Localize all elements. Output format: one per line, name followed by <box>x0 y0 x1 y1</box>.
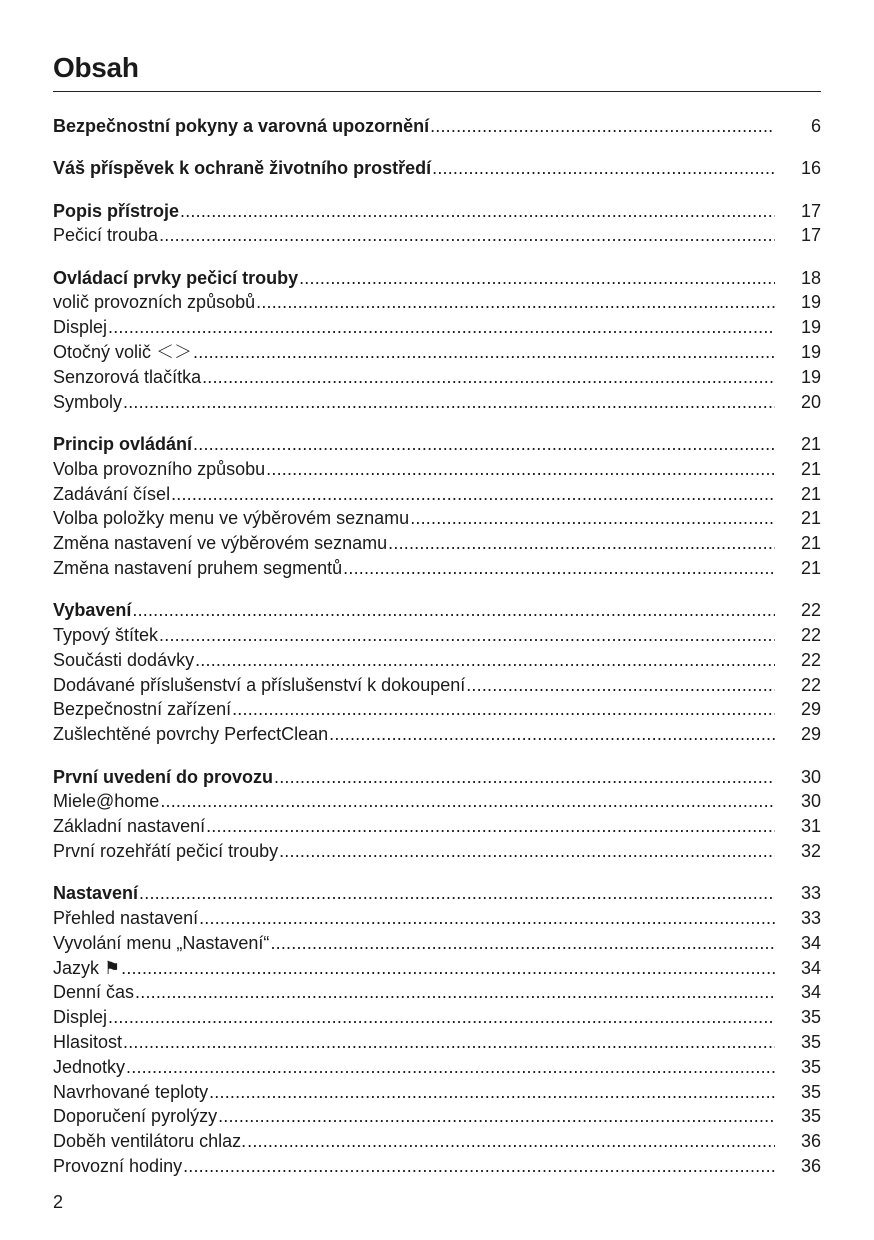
toc-entry-label: Vybavení <box>53 600 132 621</box>
toc-page-number: 21 <box>800 557 821 578</box>
toc-entry-label: Senzorová tlačítka <box>53 366 202 387</box>
toc-entry[interactable] <box>53 290 821 315</box>
dot-leader <box>466 673 775 698</box>
toc-section <box>53 598 821 747</box>
page-title: Obsah <box>53 52 139 83</box>
toc-page-number: 19 <box>800 292 821 313</box>
dot-leader <box>430 114 775 139</box>
dot-leader <box>247 1129 775 1154</box>
toc-entry[interactable] <box>53 1055 821 1080</box>
dot-leader <box>218 1104 775 1129</box>
toc-page-number: 36 <box>800 1131 821 1152</box>
toc-page-number: 34 <box>800 957 821 978</box>
toc-entry-label: Volba položky menu ve výběrovém seznamu <box>53 508 410 529</box>
toc-entry-label: Bezpečnostní zařízení <box>53 699 232 720</box>
toc-entry[interactable] <box>53 931 821 956</box>
toc-chapter-entry[interactable] <box>53 881 821 906</box>
dot-leader <box>126 1055 775 1080</box>
toc-entry[interactable] <box>53 906 821 931</box>
dot-leader <box>193 340 775 365</box>
toc-page-number: 20 <box>800 391 821 412</box>
dot-leader <box>121 956 775 981</box>
toc-section <box>53 432 821 581</box>
toc-page-number: 35 <box>800 1056 821 1077</box>
toc-section <box>53 114 821 139</box>
toc-page-number: 21 <box>800 458 821 479</box>
document-page <box>53 0 821 1240</box>
dot-leader <box>299 266 775 291</box>
toc-page-number: 21 <box>800 483 821 504</box>
dot-leader <box>183 1154 775 1179</box>
toc-page-number: 21 <box>800 508 821 529</box>
dot-leader <box>266 457 775 482</box>
toc-entry[interactable] <box>53 956 821 981</box>
toc-page-number: 35 <box>800 1032 821 1052</box>
dot-leader <box>135 980 775 1005</box>
toc-page-number: 19 <box>800 317 821 338</box>
toc-entry-label: Vyvolání menu „Nastavení“ <box>53 932 270 953</box>
toc-page-number: 6 <box>810 116 821 136</box>
toc-entry-label: Změna nastavení ve výběrovém seznamu <box>53 533 388 554</box>
toc-section <box>53 156 821 181</box>
toc-chapter-entry[interactable] <box>53 199 821 224</box>
toc-entry-label: Displej <box>53 317 108 338</box>
toc-entry-label: Dodávané příslušenství a příslušenství k dokoupení <box>53 674 466 695</box>
toc-section <box>53 765 821 864</box>
toc-entry-label: volič provozních způsobů <box>53 292 256 313</box>
dot-leader <box>279 839 775 864</box>
toc-entry-label: Denní čas <box>53 982 135 1003</box>
toc-entry-label: Váš příspěvek k ochraně životního prostředí <box>53 158 432 179</box>
toc-entry-label: Přehled nastavení <box>53 908 199 929</box>
toc-entry-label: Displej <box>53 1007 108 1028</box>
toc-entry[interactable] <box>53 556 821 581</box>
toc-entry[interactable] <box>53 1154 821 1179</box>
toc-entry-label: Otočný volič <box>53 342 152 363</box>
dot-leader <box>193 432 775 457</box>
toc-page-number: 36 <box>800 1155 821 1176</box>
toc-entry[interactable] <box>53 697 821 722</box>
dot-leader <box>139 881 775 906</box>
toc-entry[interactable] <box>53 482 821 507</box>
toc-entry[interactable] <box>53 722 821 747</box>
toc-entry-label: Zadávání čísel <box>53 483 171 504</box>
toc-page-number: 22 <box>800 649 821 670</box>
toc-page-number: 18 <box>800 267 821 288</box>
page-number: 2 <box>53 1192 64 1212</box>
toc-entry[interactable] <box>53 623 821 648</box>
toc-entry[interactable] <box>53 340 821 365</box>
dot-leader <box>159 623 775 648</box>
dot-leader <box>132 598 775 623</box>
toc-entry-label: Princip ovládání <box>53 433 193 454</box>
toc-entry[interactable] <box>53 531 821 556</box>
dot-leader <box>329 722 775 747</box>
toc-entry-label: Typový štítek <box>53 625 159 646</box>
toc-entry-label: Doběh ventilátoru chlaz. <box>53 1131 247 1152</box>
toc-entry[interactable] <box>53 315 821 340</box>
dot-leader <box>206 814 775 839</box>
arrows-left-right-icon: ＜＞ <box>156 342 193 363</box>
toc-entry[interactable] <box>53 1104 821 1129</box>
dot-leader <box>108 1005 775 1030</box>
toc-page-number: 35 <box>800 1081 821 1102</box>
toc-section <box>53 266 821 415</box>
toc-page-number: 33 <box>800 908 821 929</box>
toc-page-number: 22 <box>800 674 821 695</box>
toc-entry[interactable] <box>53 673 821 698</box>
toc-entry[interactable] <box>53 789 821 814</box>
toc-entry[interactable] <box>53 980 821 1005</box>
toc-entry-label: Nastavení <box>53 883 139 904</box>
toc-page-number: 34 <box>800 982 821 1003</box>
dot-leader <box>171 482 775 507</box>
toc-entry-label: Volba provozního způsobu <box>53 458 266 479</box>
toc-entry-label: Ovládací prvky pečicí trouby <box>53 267 299 288</box>
toc-entry-label: Pečicí trouba <box>53 225 159 246</box>
toc-entry-label: Zušlechtěné povrchy PerfectClean <box>53 724 329 745</box>
table-of-contents <box>53 114 821 1196</box>
dot-leader <box>432 156 775 181</box>
toc-entry-label: Popis přístroje <box>53 200 180 221</box>
dot-leader <box>256 290 775 315</box>
toc-entry-label: Symboly <box>53 391 123 412</box>
toc-page-number: 30 <box>800 766 821 787</box>
dot-leader <box>159 223 775 248</box>
flag-icon: ⚑ <box>104 957 121 978</box>
toc-entry-label: Změna nastavení pruhem segmentů <box>53 557 343 578</box>
toc-page-number: 19 <box>800 342 821 363</box>
toc-page-number: 17 <box>800 200 821 221</box>
toc-entry[interactable] <box>53 390 821 415</box>
toc-entry-label: Bezpečnostní pokyny a varovná upozornění <box>53 116 430 136</box>
toc-page-number: 21 <box>800 533 821 554</box>
dot-leader <box>270 931 775 956</box>
toc-page-number: 35 <box>800 1007 821 1028</box>
toc-entry[interactable] <box>53 814 821 839</box>
dot-leader <box>123 390 775 415</box>
toc-page-number: 30 <box>800 791 821 812</box>
toc-page-number: 19 <box>800 366 821 387</box>
dot-leader <box>410 506 775 531</box>
toc-chapter-entry[interactable] <box>53 156 821 181</box>
dot-leader <box>232 697 775 722</box>
toc-entry[interactable] <box>53 365 821 390</box>
toc-entry-label: První uvedení do provozu <box>53 766 274 787</box>
dot-leader <box>160 789 775 814</box>
toc-entry[interactable] <box>53 1080 821 1105</box>
toc-entry[interactable] <box>53 1129 821 1154</box>
toc-entry-label: Jednotky <box>53 1056 126 1077</box>
dot-leader <box>123 1030 775 1055</box>
toc-chapter-entry[interactable] <box>53 765 821 790</box>
toc-entry[interactable] <box>53 839 821 864</box>
toc-page-number: 22 <box>800 625 821 646</box>
toc-entry-label: Navrhované teploty <box>53 1081 209 1102</box>
toc-page-number: 34 <box>800 932 821 953</box>
toc-chapter-entry[interactable] <box>53 266 821 291</box>
toc-entry-label: Hlasitost <box>53 1032 123 1052</box>
dot-leader <box>388 531 775 556</box>
toc-page-number: 33 <box>800 883 821 904</box>
toc-chapter-entry[interactable] <box>53 432 821 457</box>
dot-leader <box>274 765 775 790</box>
toc-page-number: 17 <box>800 225 821 246</box>
toc-page-number: 22 <box>800 600 821 621</box>
dot-leader <box>195 648 775 673</box>
toc-entry-label: Součásti dodávky <box>53 649 195 670</box>
toc-entry[interactable] <box>53 457 821 482</box>
toc-entry-label: Miele@home <box>53 791 160 812</box>
toc-entry[interactable] <box>53 1030 821 1055</box>
toc-entry[interactable] <box>53 648 821 673</box>
toc-section <box>53 199 821 249</box>
dot-leader <box>108 315 775 340</box>
toc-page-number: 32 <box>800 840 821 861</box>
toc-page-number: 35 <box>800 1106 821 1127</box>
dot-leader <box>343 556 775 581</box>
toc-entry-label: Provozní hodiny <box>53 1155 183 1176</box>
toc-page-number: 29 <box>800 699 821 720</box>
title-divider <box>53 91 821 92</box>
toc-page-number: 21 <box>800 433 821 454</box>
toc-entry[interactable] <box>53 223 821 248</box>
toc-section <box>53 881 821 1179</box>
toc-entry-label: První rozehřátí pečicí trouby <box>53 840 279 861</box>
toc-entry-label: Základní nastavení <box>53 816 206 837</box>
toc-page-number: 16 <box>800 158 821 179</box>
dot-leader <box>199 906 775 931</box>
toc-entry-label: Doporučení pyrolýzy <box>53 1106 218 1127</box>
toc-chapter-entry[interactable] <box>53 114 821 139</box>
dot-leader <box>202 365 775 390</box>
toc-chapter-entry[interactable] <box>53 598 821 623</box>
dot-leader <box>209 1080 775 1105</box>
toc-page-number: 29 <box>800 724 821 745</box>
toc-page-number: 31 <box>800 816 821 837</box>
toc-entry[interactable] <box>53 1005 821 1030</box>
toc-entry[interactable] <box>53 506 821 531</box>
toc-entry-label: Jazyk <box>53 957 100 978</box>
dot-leader <box>180 199 775 224</box>
